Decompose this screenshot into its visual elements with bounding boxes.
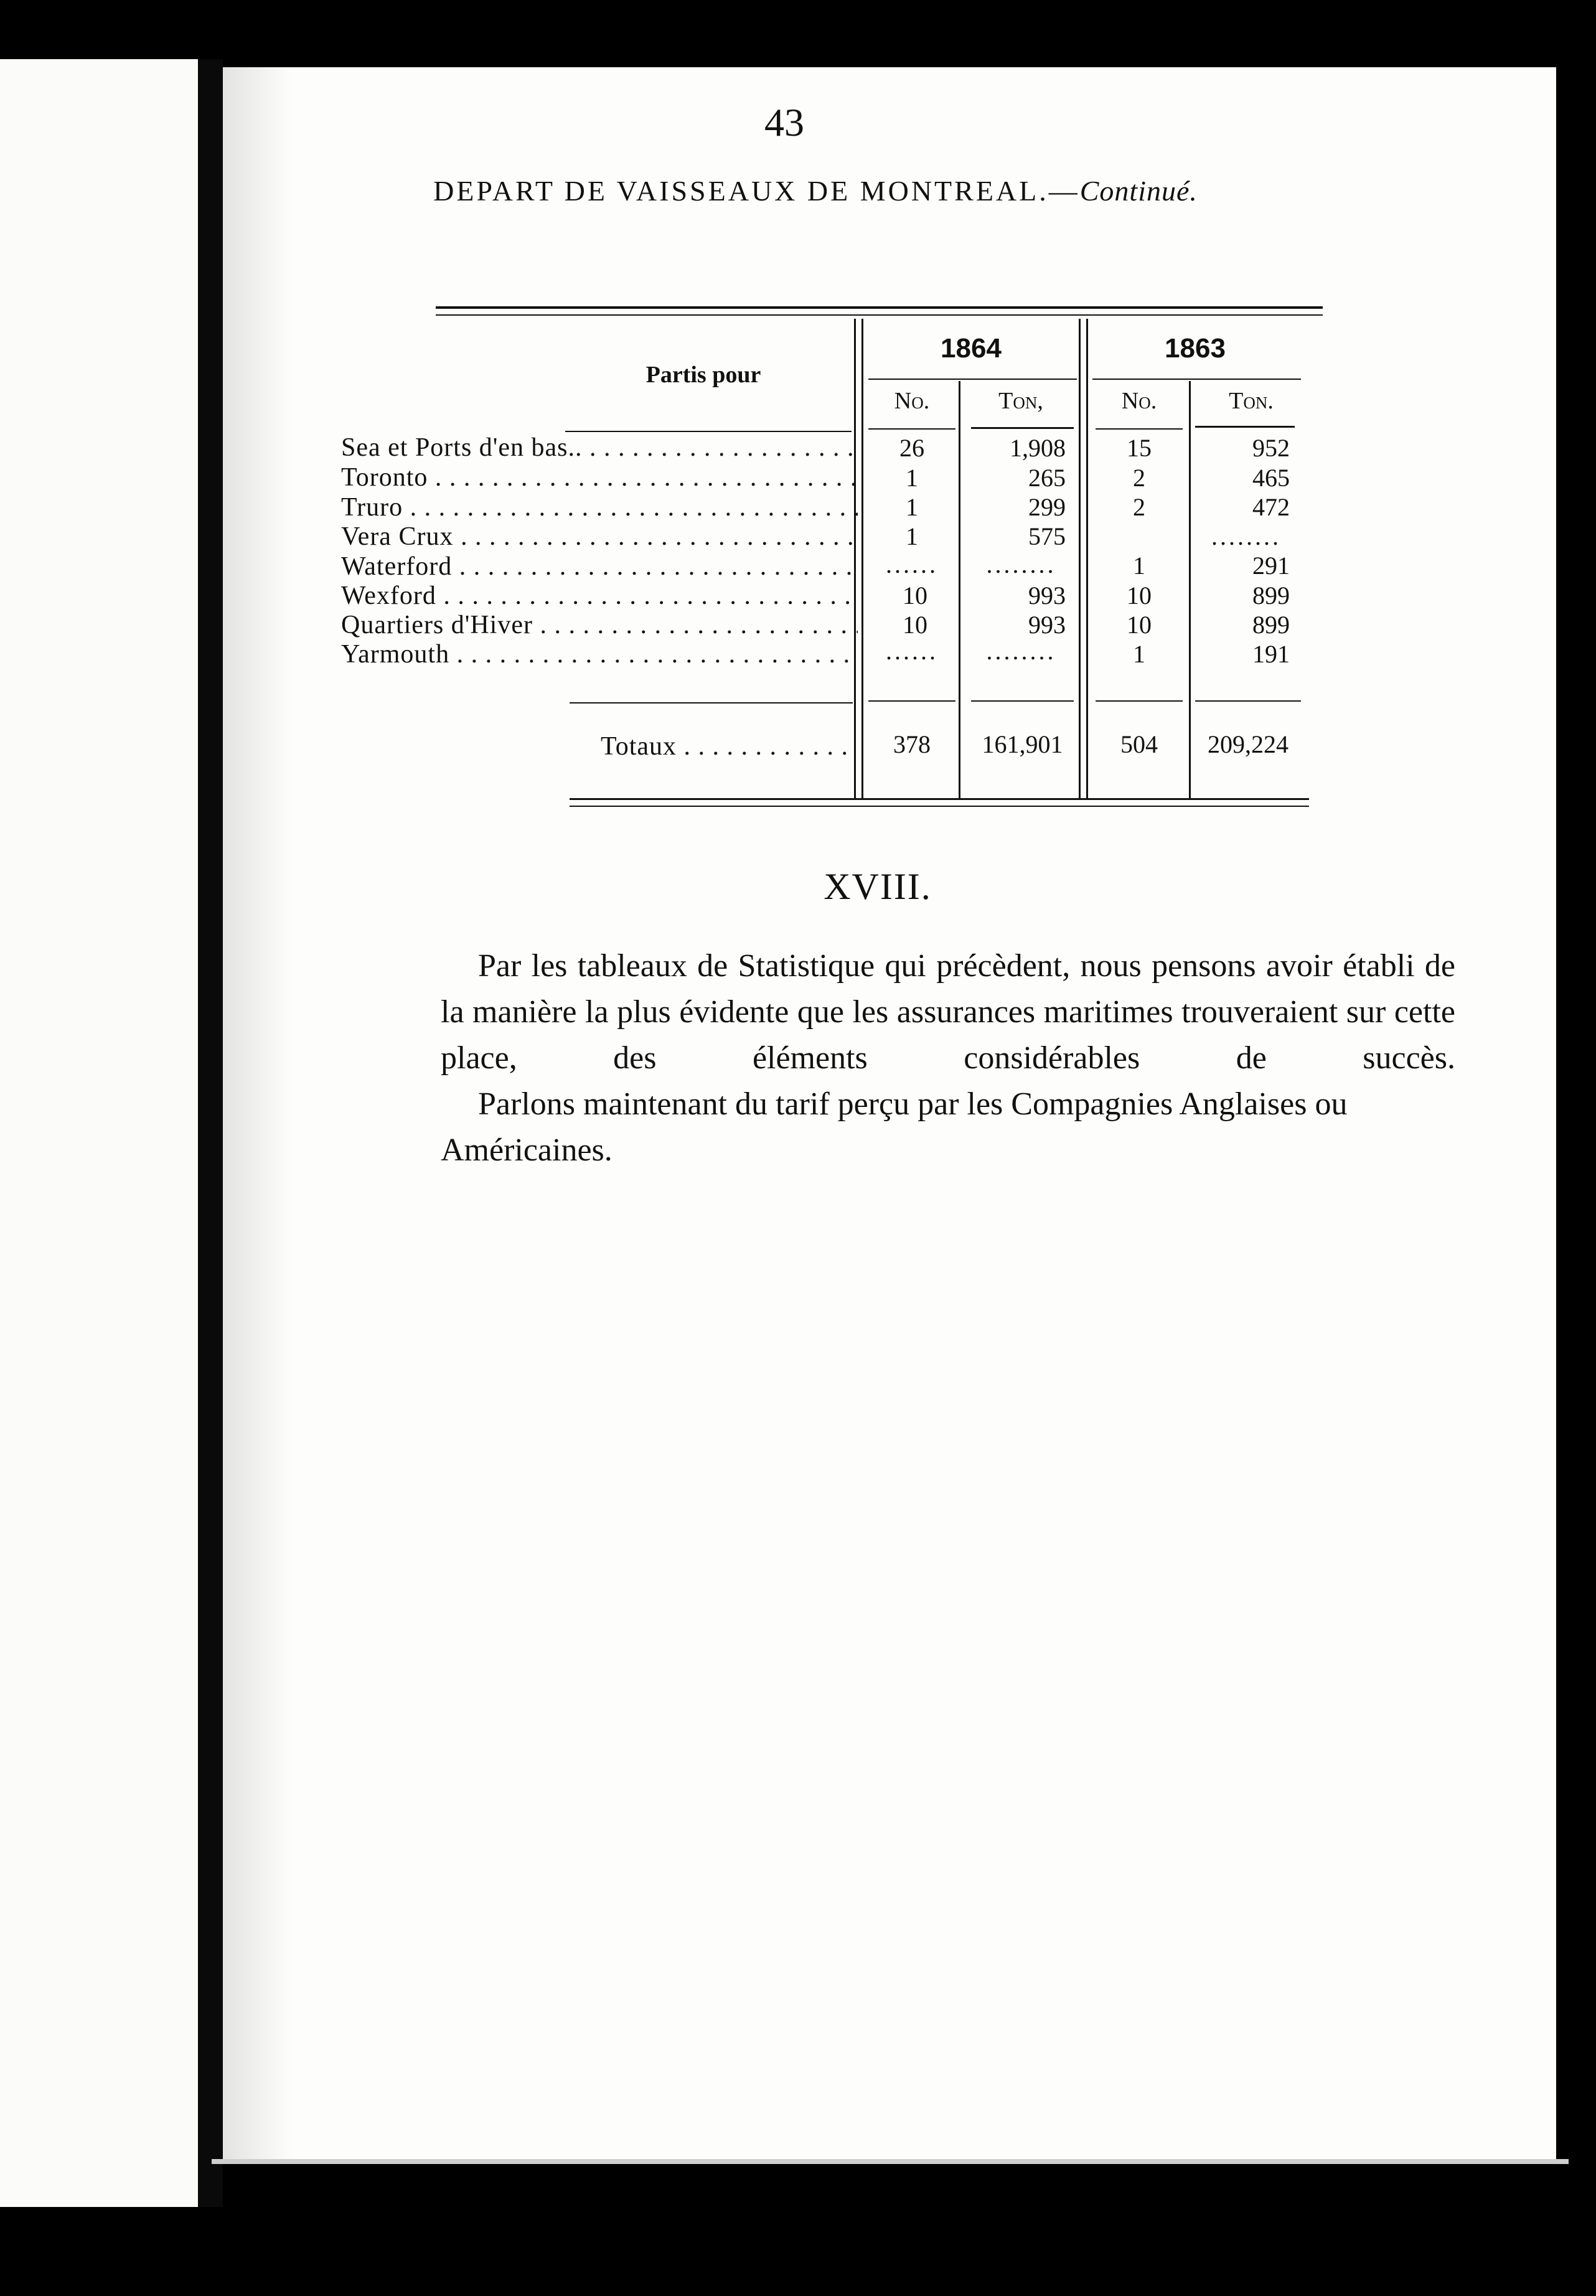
section-heading: XVIII.	[824, 866, 932, 907]
no-1863: 2	[1133, 493, 1145, 521]
destination: Sea et Ports d'en bas.. . . .	[341, 433, 858, 463]
subheader-ton-1864: Ton,	[998, 388, 1043, 414]
ton-1863: 899	[1252, 581, 1290, 609]
running-title-suffix: Continué.	[1079, 175, 1198, 207]
row-header: Partis pour	[645, 362, 761, 388]
ton-1864: ........	[986, 637, 1056, 665]
no-1864: 10	[903, 611, 927, 639]
destination: Waterford . . .	[341, 552, 858, 581]
ton-1864: 299	[1028, 493, 1066, 521]
no-1863: 10	[1127, 611, 1152, 639]
ton-1863: 472	[1252, 493, 1290, 521]
ton-1863: 291	[1252, 552, 1290, 580]
ton-1864: 993	[1028, 581, 1066, 609]
destination: Wexford . . .	[341, 581, 858, 611]
ton-1863: 465	[1252, 464, 1290, 492]
destination: Vera Crux . . .	[341, 522, 858, 552]
no-1863: 15	[1127, 434, 1152, 462]
no-1863: 1	[1133, 640, 1145, 668]
book-spine	[198, 59, 223, 2207]
destination: Yarmouth . . .	[341, 639, 858, 669]
subheader-no-1864: No.	[894, 388, 930, 414]
ton-1864: 265	[1028, 464, 1066, 492]
ton-1864: ........	[986, 550, 1056, 578]
ton-1864: 1,908	[1010, 434, 1066, 462]
year-1863: 1863	[1165, 333, 1226, 364]
ton-1863: 191	[1252, 640, 1290, 668]
ton-1864: 993	[1028, 611, 1066, 639]
no-1863: 10	[1127, 581, 1152, 609]
ton-1864: 575	[1028, 522, 1066, 550]
no-1864: 1	[906, 493, 918, 521]
totals-label: Totaux . . .	[601, 732, 856, 761]
no-1864: 26	[899, 434, 924, 462]
page-number: 43	[764, 100, 804, 144]
gutter-shadow	[223, 67, 291, 2159]
subheader-ton-1863: Ton.	[1229, 388, 1274, 414]
left-page-edge	[0, 59, 212, 2207]
no-1864: 1	[906, 522, 918, 550]
page-bottom-edge	[212, 2159, 1569, 2164]
paragraph-2: Parlons maintenant du tarif perçu par les Compagnies Anglaises ou Américaines.	[441, 1086, 1348, 1168]
year-1864: 1864	[941, 333, 1002, 364]
subheader-no-1863: No.	[1121, 388, 1157, 414]
total-no-1864: 378	[893, 730, 931, 758]
running-title	[336, 174, 1295, 207]
running-title-text: DEPART DE VAISSEAUX DE MONTREAL.—	[433, 175, 1080, 207]
total-ton-1863: 209,224	[1208, 730, 1289, 758]
destination: Toronto . . .	[341, 463, 858, 492]
destination: Truro . . .	[341, 492, 858, 522]
no-1864: ......	[886, 637, 938, 665]
destination: Quartiers d'Hiver . . .	[341, 610, 858, 640]
no-1864: 10	[903, 581, 927, 609]
total-no-1863: 504	[1120, 730, 1158, 758]
no-1863: 1	[1133, 552, 1145, 580]
no-1863: 2	[1133, 464, 1145, 492]
no-1864: 1	[906, 464, 918, 492]
total-ton-1864: 161,901	[982, 730, 1063, 758]
ton-1863: 899	[1252, 611, 1290, 639]
no-1864: ......	[886, 550, 938, 578]
ton-1863: 952	[1252, 434, 1290, 462]
ton-1863: ........	[1211, 522, 1281, 550]
paragraph-1: Par les tableaux de Statistique qui précèdent, nous pensons avoir établi de la manière la plus évidente que les assurances maritimes trouveraient sur cette place, des éléments considérables de succès.	[441, 948, 1455, 1076]
